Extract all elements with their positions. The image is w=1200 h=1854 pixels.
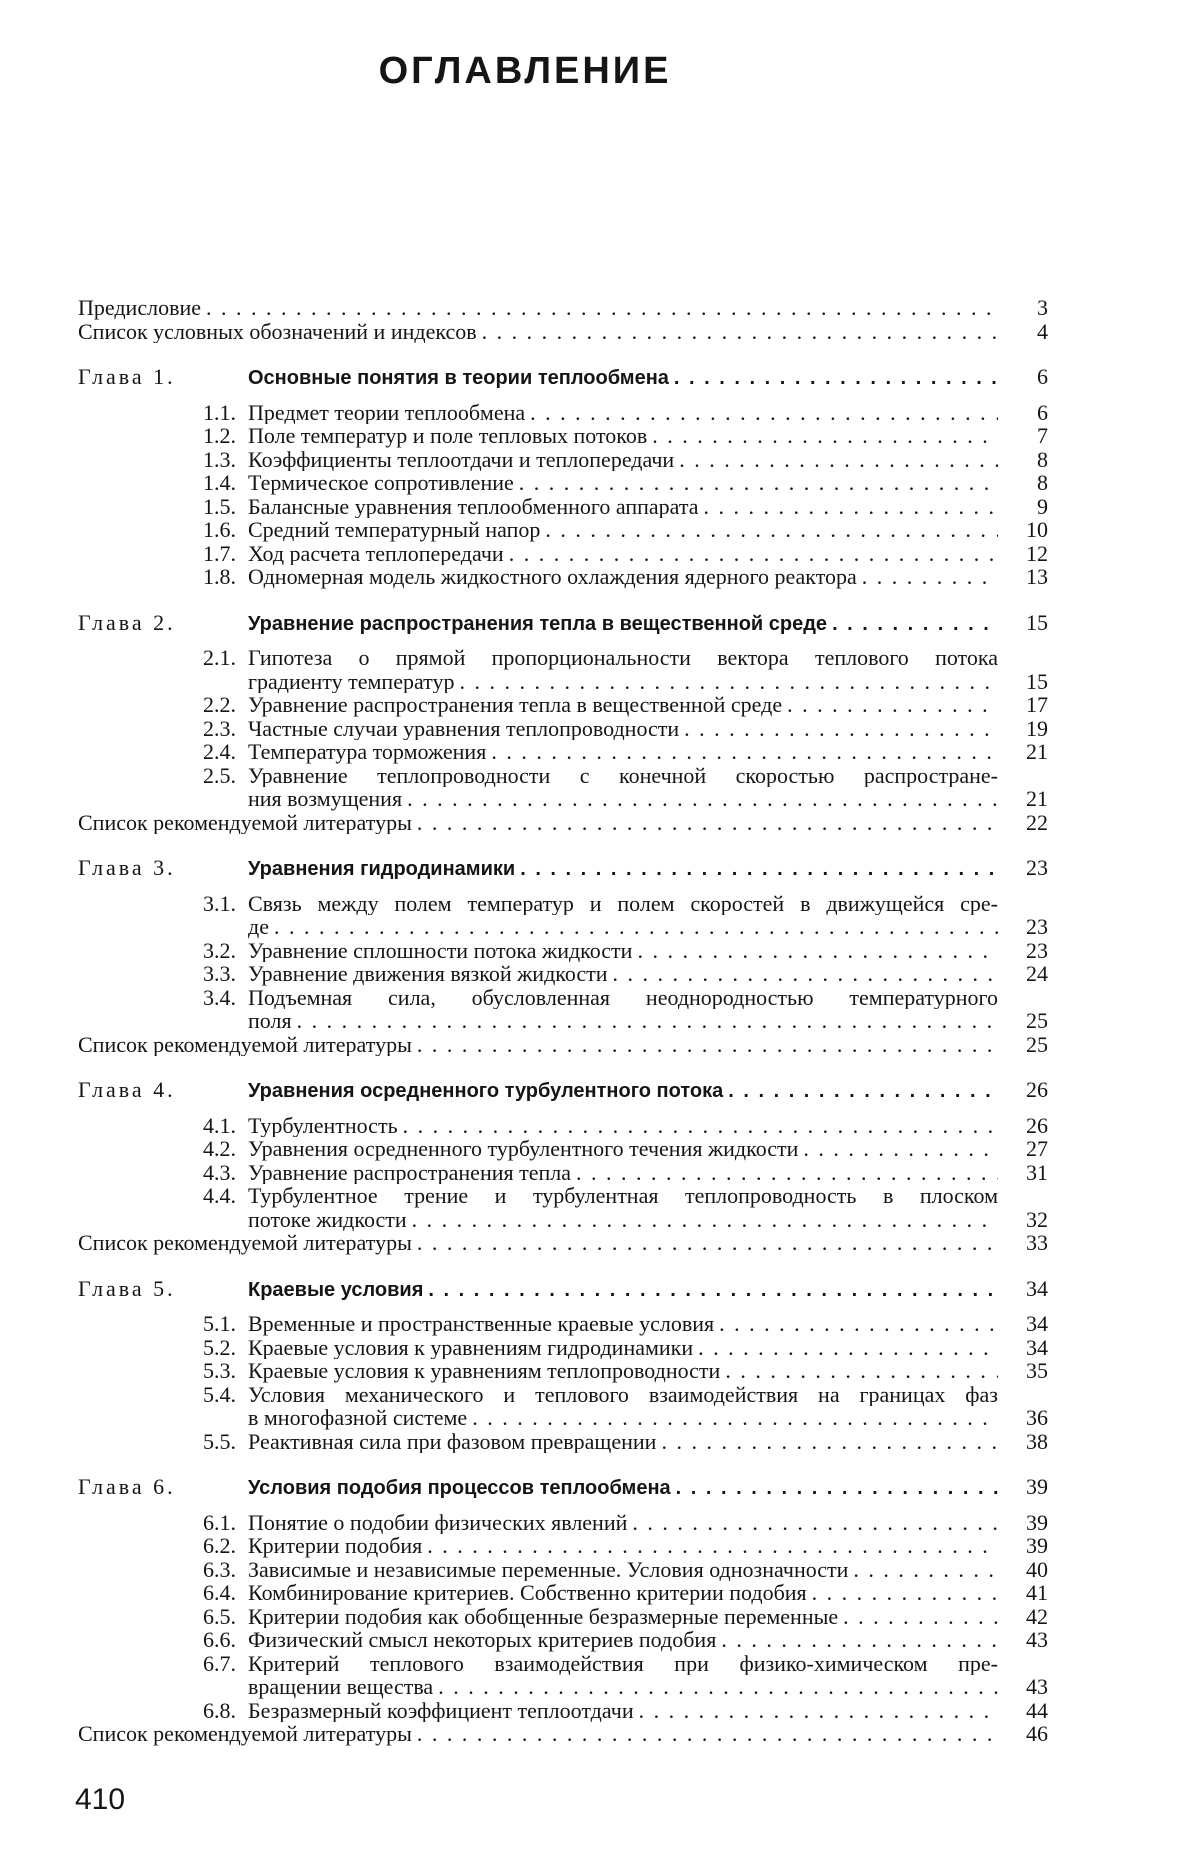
- dot-leader: [652, 424, 998, 448]
- entry-title-text: Список рекомендуемой литературы: [78, 1722, 412, 1746]
- dot-leader: [427, 1534, 998, 1558]
- entry-title: [248, 1009, 998, 1033]
- toc-entry: [78, 542, 1048, 566]
- page-number: 410: [75, 1783, 126, 1816]
- entry-title: [248, 1080, 998, 1104]
- entry-number: 1.4.: [203, 470, 236, 495]
- entry-number: 2.1.: [203, 645, 236, 670]
- toc-entry: [78, 1430, 1048, 1454]
- toc-entry: [78, 1336, 1048, 1360]
- dot-leader: [719, 1312, 998, 1336]
- page-ref: 25: [1026, 1008, 1048, 1033]
- entry-title-text: Температура торможения: [248, 740, 487, 764]
- dot-leader: [472, 1406, 998, 1430]
- entry-title: [248, 740, 998, 764]
- toc-entry: [78, 1312, 1048, 1336]
- entry-title-text: Поле температур и поле тепловых потоков: [248, 424, 648, 448]
- page-ref: 25: [1026, 1031, 1048, 1057]
- dot-leader: [428, 1279, 998, 1303]
- dot-leader: [530, 401, 998, 425]
- chapter-heading: [78, 856, 1048, 882]
- entry-number: 4.1.: [203, 1112, 236, 1138]
- entry-number: 6.8.: [203, 1697, 236, 1723]
- toc-entry: [78, 1652, 1048, 1676]
- entry-number: 4.2.: [203, 1136, 236, 1161]
- dot-leader: [832, 613, 998, 637]
- toc-entry: [78, 939, 1048, 963]
- page-ref: 22: [1026, 809, 1048, 835]
- entry-title: [248, 1312, 998, 1336]
- entry-number: 2.3.: [203, 715, 236, 741]
- page-ref: 12: [1026, 540, 1048, 566]
- toc-entry: [78, 296, 1048, 320]
- entry-number: 5.4.: [203, 1381, 236, 1407]
- entry-number: 4.3.: [203, 1159, 236, 1185]
- toc-entry: [78, 1383, 1048, 1407]
- entry-title-text: Уравнение распространения тепла в вещественной среде: [248, 693, 783, 717]
- page-ref: 42: [1026, 1603, 1048, 1629]
- entry-title-text: градиенту температур: [248, 669, 455, 693]
- entry-number: Глава 3.: [78, 855, 176, 880]
- entry-title: [248, 1336, 998, 1360]
- page-ref: 15: [1026, 668, 1048, 694]
- entry-title-text: Предисловие: [78, 296, 201, 320]
- dot-leader: [725, 1359, 998, 1383]
- dot-leader: [613, 962, 998, 986]
- toc-entry: [78, 1406, 1048, 1430]
- toc-entry: [78, 1184, 1048, 1208]
- toc-entry: [78, 424, 1048, 448]
- entry-title-text: Список рекомендуемой литературы: [78, 810, 412, 834]
- entry-number: 3.3.: [203, 961, 236, 986]
- toc-entry: [78, 1605, 1048, 1629]
- page-title: ОГЛАВЛЕНИЕ: [378, 50, 672, 92]
- entry-title: [248, 495, 998, 519]
- dot-leader: [721, 1628, 998, 1652]
- table-of-contents: [78, 296, 1048, 1746]
- toc-entry: [78, 693, 1048, 717]
- entry-title-text: Физический смысл некоторых критериев подобия: [248, 1628, 717, 1652]
- toc-entry: [78, 646, 1048, 670]
- entry-number: 6.6.: [203, 1627, 236, 1652]
- page-ref: 17: [1026, 692, 1048, 717]
- toc-entry: [78, 1628, 1048, 1652]
- entry-title-text: Турбулентное трение и турбулентная теплопроводность в плоском: [248, 1184, 998, 1208]
- toc-entry: [78, 320, 1048, 344]
- page-ref: 19: [1026, 715, 1048, 741]
- entry-title: [248, 613, 998, 637]
- entry-number: 1.2.: [203, 423, 236, 448]
- toc-entry: [78, 1511, 1048, 1535]
- entry-title-text: Турбулентность: [248, 1113, 398, 1137]
- entry-title-text: потоке жидкости: [248, 1207, 407, 1231]
- entry-title: [78, 1231, 998, 1255]
- toc-entry: [78, 787, 1048, 811]
- dot-leader: [862, 565, 998, 589]
- dot-leader: [417, 1722, 998, 1746]
- entry-title-text: Балансные уравнения теплообменного аппарата: [248, 494, 699, 518]
- dot-leader: [676, 1477, 998, 1501]
- entry-title: [248, 1534, 998, 1558]
- page-ref: 44: [1026, 1697, 1048, 1723]
- entry-title-text: Краевые условия к уравнениям гидродинамики: [248, 1335, 694, 1359]
- dot-leader: [704, 495, 999, 519]
- toc-entry: [78, 740, 1048, 764]
- page-ref: 36: [1026, 1405, 1048, 1430]
- dot-leader: [803, 1137, 998, 1161]
- chapter-heading: [78, 1078, 1048, 1104]
- dot-leader: [412, 1208, 998, 1232]
- entry-title: [248, 542, 998, 566]
- dot-leader: [853, 1558, 998, 1582]
- page-ref: 39: [1026, 1474, 1048, 1499]
- entry-number: 3.4.: [203, 984, 236, 1010]
- entry-title: [248, 1137, 998, 1161]
- entry-title-text: Уравнение сплошности потока жидкости: [248, 938, 633, 962]
- entry-number: Глава 1.: [78, 364, 176, 389]
- entry-title: [248, 1699, 998, 1723]
- toc-entry: [78, 1161, 1048, 1185]
- entry-number: Глава 5.: [78, 1275, 176, 1301]
- entry-title: [248, 1477, 998, 1501]
- entry-title: [248, 1511, 998, 1535]
- entry-title: [248, 424, 998, 448]
- dot-leader: [297, 1009, 998, 1033]
- toc-entry: [78, 892, 1048, 916]
- entry-title-text: Уравнения осредненного турбулентного потока: [248, 1080, 724, 1102]
- entry-title-text: Список рекомендуемой литературы: [78, 1231, 412, 1255]
- page-ref: 38: [1026, 1428, 1048, 1454]
- entry-title: [248, 717, 998, 741]
- entry-title: [248, 693, 998, 717]
- entry-title: [248, 1605, 998, 1629]
- dot-leader: [639, 1699, 998, 1723]
- entry-number: 5.5.: [203, 1428, 236, 1454]
- chapter-heading: [78, 611, 1048, 637]
- entry-title: [248, 1359, 998, 1383]
- entry-title: [248, 1208, 998, 1232]
- entry-title-text: Уравнения гидродинамики: [248, 858, 516, 880]
- toc-entry: [78, 1581, 1048, 1605]
- page-ref: 43: [1026, 1674, 1048, 1699]
- page-ref: 23: [1026, 937, 1048, 963]
- dot-leader: [632, 1511, 998, 1535]
- toc-entry: [78, 670, 1048, 694]
- dot-leader: [482, 320, 998, 344]
- page-ref: 26: [1026, 1112, 1048, 1138]
- entry-number: 1.8.: [203, 564, 236, 589]
- entry-number: 1.5.: [203, 493, 236, 519]
- page-ref: 23: [1026, 914, 1048, 939]
- page-ref: 8: [1037, 470, 1048, 495]
- page-ref: 43: [1026, 1627, 1048, 1652]
- entry-title-text: Условия механического и теплового взаимодействия на границах фаз: [248, 1382, 998, 1406]
- chapter-heading: [78, 1277, 1048, 1303]
- dot-leader: [520, 858, 998, 882]
- entry-title: [248, 962, 998, 986]
- dot-leader: [637, 939, 998, 963]
- entry-title-text: Средний температурный напор: [248, 518, 541, 542]
- entry-number: 6.7.: [203, 1650, 236, 1676]
- entry-number: 6.3.: [203, 1556, 236, 1582]
- page-ref: 41: [1026, 1580, 1048, 1605]
- entry-title-text: Основные понятия в теории теплообмена: [248, 367, 669, 389]
- page-ref: 40: [1026, 1556, 1048, 1582]
- entry-number: Глава 6.: [78, 1474, 176, 1499]
- entry-title: [248, 915, 998, 939]
- entry-number: 2.5.: [203, 762, 236, 788]
- entry-title-text: Условия подобия процессов теплообмена: [248, 1477, 671, 1499]
- dot-leader: [417, 811, 998, 835]
- dot-leader: [491, 740, 998, 764]
- entry-title: [248, 448, 998, 472]
- toc-entry: [78, 495, 1048, 519]
- entry-title-text: Гипотеза о прямой пропорциональности вектора теплового потока: [248, 646, 998, 670]
- page-ref: 21: [1026, 739, 1048, 764]
- toc-entry: [78, 1675, 1048, 1699]
- page-ref: 8: [1037, 446, 1048, 472]
- toc-entry: [78, 1208, 1048, 1232]
- page-ref: 13: [1026, 564, 1048, 589]
- toc-entry: [78, 915, 1048, 939]
- dot-leader: [438, 1675, 998, 1699]
- toc-entry: [78, 962, 1048, 986]
- entry-title-text: Уравнения осредненного турбулентного течения жидкости: [248, 1137, 799, 1161]
- page-ref: 33: [1026, 1230, 1048, 1255]
- dot-leader: [417, 1033, 998, 1057]
- entry-number: Глава 4.: [78, 1077, 176, 1102]
- entry-title-text: Коэффициенты теплоотдачи и теплопередачи: [248, 447, 675, 471]
- entry-number: 5.2.: [203, 1334, 236, 1360]
- entry-number: 4.4.: [203, 1183, 236, 1208]
- entry-title-text: поля: [248, 1009, 292, 1033]
- toc-entry: [78, 1009, 1048, 1033]
- toc-entry: [78, 1534, 1048, 1558]
- entry-title: [248, 1628, 998, 1652]
- dot-leader: [812, 1581, 998, 1605]
- entry-title-text: вращении вещества: [248, 1675, 434, 1699]
- entry-number: 1.7.: [203, 540, 236, 566]
- dot-leader: [843, 1605, 998, 1629]
- toc-entry: [78, 1699, 1048, 1723]
- entry-number: 6.2.: [203, 1533, 236, 1558]
- dot-leader: [519, 471, 998, 495]
- entry-title-text: Зависимые и независимые переменные. Условия однозначности: [248, 1557, 849, 1581]
- page-ref: 46: [1026, 1721, 1048, 1746]
- page-ref: 34: [1026, 1275, 1048, 1301]
- dot-leader: [679, 448, 998, 472]
- entry-title-text: Уравнение движения вязкой жидкости: [248, 962, 608, 986]
- page-ref: 39: [1026, 1509, 1048, 1535]
- entry-title-text: Временные и пространственные краевые условия: [248, 1312, 715, 1336]
- entry-title-text: Список условных обозначений и индексов: [78, 319, 477, 343]
- dot-leader: [661, 1430, 998, 1454]
- entry-title: [248, 670, 998, 694]
- chapter-heading: [78, 1475, 1048, 1501]
- entry-number: 1.6.: [203, 517, 236, 542]
- entry-title: [78, 811, 998, 835]
- entry-title: [248, 1675, 998, 1699]
- toc-entry: [78, 448, 1048, 472]
- entry-title-text: Ход расчета теплопередачи: [248, 541, 504, 565]
- entry-title: [248, 367, 998, 391]
- dot-leader: [417, 1231, 998, 1255]
- toc-entry: [78, 1359, 1048, 1383]
- toc-entry: [78, 1033, 1048, 1057]
- toc-entry: [78, 518, 1048, 542]
- dot-leader: [274, 915, 998, 939]
- entry-title-text: де: [248, 915, 269, 939]
- dot-leader: [728, 1080, 998, 1104]
- entry-title-text: ния возмущения: [248, 787, 403, 811]
- entry-number: 1.1.: [203, 399, 236, 425]
- entry-title-text: Предмет теории теплообмена: [248, 400, 526, 424]
- dot-leader: [509, 542, 998, 566]
- page-ref: 26: [1026, 1077, 1048, 1102]
- page-ref: 34: [1026, 1334, 1048, 1360]
- dot-leader: [576, 1161, 998, 1185]
- entry-title-text: Уравнение распространения тепла в вещественной среде: [248, 612, 828, 635]
- entry-number: 6.5.: [203, 1603, 236, 1629]
- dot-leader: [684, 717, 998, 741]
- page-ref: 24: [1026, 961, 1048, 986]
- page-ref: 31: [1026, 1159, 1048, 1185]
- toc-entry: [78, 401, 1048, 425]
- entry-title: [248, 518, 998, 542]
- entry-title: [78, 296, 998, 320]
- entry-title: [248, 1406, 998, 1430]
- chapter-heading: [78, 365, 1048, 391]
- entry-number: 3.2.: [203, 937, 236, 963]
- entry-title-text: Связь между полем температур и полем скоростей в движущейся сре-: [248, 891, 998, 915]
- dot-leader: [545, 518, 998, 542]
- entry-title: [248, 939, 998, 963]
- entry-title-text: Уравнение распространения тепла: [248, 1160, 572, 1184]
- page-ref: 34: [1026, 1311, 1048, 1336]
- entry-title: [248, 1114, 998, 1138]
- entry-title: [248, 471, 998, 495]
- toc-entry: [78, 1137, 1048, 1161]
- entry-title-text: Термическое сопротивление: [248, 471, 514, 495]
- entry-title-text: Реактивная сила при фазовом превращении: [248, 1429, 657, 1453]
- entry-title-text: Подъемная сила, обусловленная неоднородностью температурного: [248, 985, 998, 1009]
- entry-title-text: Комбинирование критериев. Собственно критерии подобия: [248, 1581, 807, 1605]
- toc-entry: [78, 1231, 1048, 1255]
- entry-number: 6.1.: [203, 1509, 236, 1535]
- entry-title-text: Краевые условия: [248, 1278, 424, 1301]
- dot-leader: [206, 296, 998, 320]
- entry-title-text: в многофазной системе: [248, 1406, 468, 1430]
- entry-title-text: Понятие о подобии физических явлений: [248, 1510, 628, 1534]
- page-ref: 9: [1037, 493, 1048, 519]
- page-ref: 4: [1037, 318, 1048, 344]
- page-ref: 21: [1026, 786, 1048, 811]
- entry-title: [78, 1722, 998, 1746]
- entry-title-text: Список рекомендуемой литературы: [78, 1032, 412, 1056]
- toc-entry: [78, 1558, 1048, 1582]
- entry-title: [248, 401, 998, 425]
- dot-leader: [407, 787, 998, 811]
- page-ref: 23: [1026, 855, 1048, 880]
- dot-leader: [698, 1336, 998, 1360]
- entry-number: 3.1.: [203, 890, 236, 916]
- entry-number: 6.4.: [203, 1580, 236, 1605]
- toc-entry: [78, 1114, 1048, 1138]
- page-ref: 32: [1026, 1206, 1048, 1232]
- entry-number: 5.3.: [203, 1358, 236, 1383]
- entry-title-text: Уравнение теплопроводности с конечной скоростью распростране-: [248, 763, 998, 787]
- page-ref: 39: [1026, 1533, 1048, 1558]
- entry-number: Глава 2.: [78, 609, 176, 635]
- page-ref: 6: [1037, 364, 1048, 389]
- page-ref: 27: [1026, 1136, 1048, 1161]
- page-ref: 10: [1026, 517, 1048, 542]
- page-ref: 3: [1037, 295, 1048, 320]
- entry-title-text: Критерий теплового взаимодействия при физико-химическом пре-: [248, 1651, 998, 1675]
- page-ref: 35: [1026, 1358, 1048, 1383]
- entry-title: [78, 1033, 998, 1057]
- entry-title-text: Критерии подобия как обобщенные безразмерные переменные: [248, 1604, 839, 1628]
- toc-entry: [78, 565, 1048, 589]
- entry-number: 1.3.: [203, 446, 236, 472]
- toc-entry: [78, 764, 1048, 788]
- entry-title-text: Краевые условия к уравнениям теплопроводности: [248, 1359, 721, 1383]
- entry-title: [248, 1279, 998, 1303]
- page-ref: 7: [1037, 423, 1048, 448]
- entry-title: [248, 1161, 998, 1185]
- entry-number: 5.1.: [203, 1311, 236, 1336]
- dot-leader: [787, 693, 998, 717]
- entry-title-text: Безразмерный коэффициент теплоотдачи: [248, 1698, 634, 1722]
- entry-number: 2.2.: [203, 692, 236, 717]
- entry-title: [248, 565, 998, 589]
- entry-number: 2.4.: [203, 739, 236, 764]
- dot-leader: [459, 670, 998, 694]
- entry-title: [248, 1558, 998, 1582]
- toc-entry: [78, 1722, 1048, 1746]
- entry-title: [248, 1581, 998, 1605]
- entry-title: [248, 787, 998, 811]
- entry-title: [248, 1430, 998, 1454]
- dot-leader: [674, 367, 998, 391]
- entry-title-text: Частные случаи уравнения теплопроводности: [248, 716, 680, 740]
- page-ref: 6: [1037, 399, 1048, 425]
- toc-entry: [78, 986, 1048, 1010]
- entry-title: [248, 858, 998, 882]
- page-ref: 15: [1026, 609, 1048, 635]
- entry-title-text: Критерии подобия: [248, 1534, 423, 1558]
- toc-entry: [78, 471, 1048, 495]
- toc-entry: [78, 811, 1048, 835]
- toc-entry: [78, 717, 1048, 741]
- entry-title: [78, 320, 998, 344]
- entry-title-text: Одномерная модель жидкостного охлаждения ядерного реактора: [248, 565, 857, 589]
- dot-leader: [403, 1114, 998, 1138]
